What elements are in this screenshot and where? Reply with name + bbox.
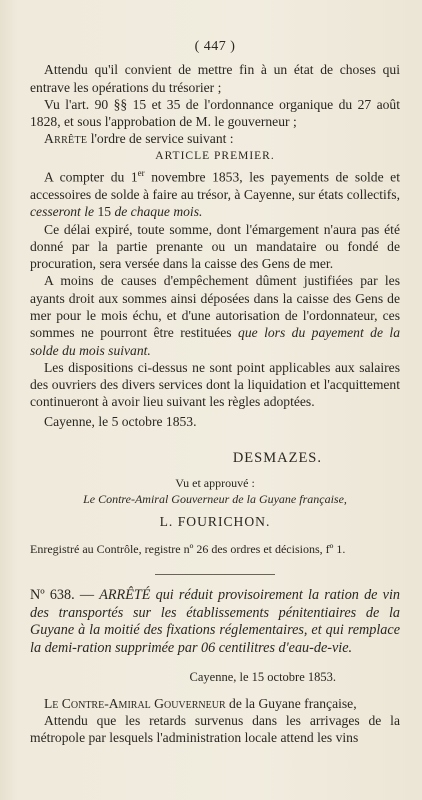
superscript-er: er [137, 168, 145, 179]
arrete-number: Nº 638. — [30, 586, 100, 603]
gouverneur-rest: de la Guyane française, [225, 695, 357, 711]
signature-fourichon: L. FOURICHON. [159, 514, 271, 530]
arrete-638 [30, 587, 400, 657]
paragraph-attendu: Attendu qu'il convient de mettre fin à un état de choses qui entrave les opérations du trésorier ; [30, 62, 400, 95]
arrete-label: Arrête [44, 131, 88, 147]
text-a-compter: A compter du 1 [44, 169, 138, 185]
date-cayenne-15: Cayenne, le 15 octobre 1853. [189, 670, 336, 685]
italic-cesseront: cesseront le [30, 204, 95, 220]
divider-rule [155, 574, 275, 575]
paragraph-a-moins [30, 272, 400, 358]
text-payements: novembre 1853, les payements de solde et accessoires de solde à faire au trésor, à Cayenne, sur états collectifs, [30, 169, 400, 202]
paragraph-retards: Attendu que les retards survenus dans les arrivages de la métropole par lesquels l'administration locale attend les vins [30, 712, 400, 746]
enregistre-note: Enregistré au Contrôle, registre nº 26 des ordres et décisions, fº 1. [30, 541, 346, 556]
page-number: ( 447 ) [194, 39, 236, 54]
arrete-rest: l'ordre de service suivant : [87, 131, 234, 147]
signature-desmazes: DESMAZES. [232, 450, 322, 467]
paragraph-arrete [30, 130, 400, 147]
gouverneur-line [30, 695, 400, 712]
date-cayenne-5: Cayenne, le 5 octobre 1853. [44, 413, 197, 429]
arrete-title: ARRÊTÉ qui réduit provisoirement la ration de vin des transportés sur les établissements pénitentiaires de la Guyane à la moitié des fixations réglementaires, et qui remplace la demi-ration supprimée par 06 centilitres d'eau-de-vie. [30, 586, 400, 656]
italic-chaque-mois: de chaque mois. [114, 204, 203, 220]
paragraph-vu-art: Vu l'art. 90 §§ 15 et 35 de l'ordonnance organique du 27 août 1828, et sous l'approbation de M. le gouverneur ; [30, 96, 400, 130]
paragraph-a-compter [30, 165, 400, 220]
vu-approuve: Vu et approuvé : [175, 476, 255, 491]
paragraph-dispositions: Les dispositions ci-dessus ne sont point applicables aux salaires des ouvriers des divers services dont la liquidation et l'acquittement continueront à avoir lieu suivant les règles adoptées. [30, 359, 400, 410]
text-15: 15 [94, 204, 115, 220]
text-a-moins: A moins de causes d'empêchement dûment justifiées par les ayants droit aux sommes ainsi déposées dans la caisse des Gens de mer pour le mois échu, et d'une autorisation de l'ordonnateur, ces sommes ne pourront être restituées [30, 273, 400, 341]
paragraph-delai: Ce délai expiré, toute somme, dont l'émargement n'aura pas été donné par la partie prenante ou un mandataire ou fondé de procuration, sera versée dans la caisse des Gens de mer. [30, 221, 400, 272]
contre-amiral-title: Le Contre-Amiral Gouverneur de la Guyane française, [83, 492, 347, 507]
article-heading: ARTICLE PREMIER. [155, 149, 275, 162]
gouverneur-title: Le Contre-Amiral Gouverneur [44, 695, 226, 711]
italic-que-lors: que lors du payement de la solde du mois suivant. [30, 325, 401, 358]
